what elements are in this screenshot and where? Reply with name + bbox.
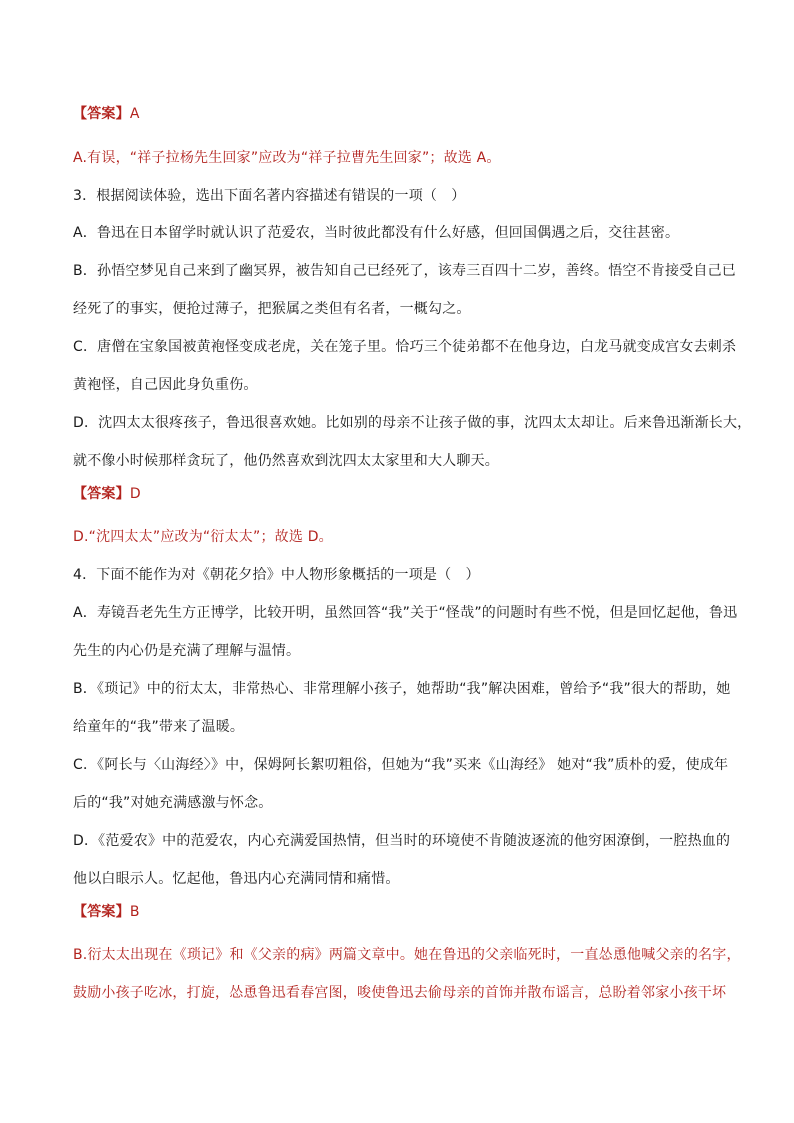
text-line: 鼓励小孩子吃冰，打旋，怂恿鲁迅看春宫图，唆使鲁迅去偷母亲的首饰并散布谣言，总盼着邻家小孩干坏 — [73, 985, 727, 1001]
answer-label: 【答案】 — [73, 106, 130, 122]
answer-option — [73, 822, 731, 898]
text-line: C．唐僧在宝象国被黄袍怪变成老虎，关在笼子里。恰巧三个徒弟都不在他身边，白龙马就变成宫女去刺杀 — [73, 339, 737, 355]
explanation — [73, 936, 741, 1012]
answer-value: D — [129, 486, 141, 502]
text-line: A．寿镜吾老先生方正博学，比较开明，虽然回答“我”关于“怪哉”的问题时有些不悦，但是回忆起他，鲁迅 — [73, 605, 738, 621]
text-line: A.有误，“祥子拉杨先生回家”应改为“祥子拉曹先生回家”；故选 A。 — [73, 150, 501, 166]
explanation — [73, 518, 725, 556]
answer-line — [73, 480, 725, 508]
answer-label: 【答案】 — [73, 904, 130, 920]
text-line: 先生的内心仍是充满了理解与温情。 — [73, 643, 301, 659]
text-line: 3．根据阅读体验，选出下面名著内容描述有错误的一项（ ） — [73, 188, 466, 204]
answer-label: 【答案】 — [73, 486, 130, 502]
text-line: 就不像小时候那样贪玩了，他仍然喜欢到沈四太太家里和大人聊天。 — [73, 453, 499, 469]
text-line: B．孙悟空梦见自己来到了幽冥界，被告知自己已经死了，该寿三百四十二岁，善终。悟空不肯接受自己已 — [73, 263, 737, 279]
text-line: D．沈四太太很疼孩子，鲁迅很喜欢她。比如别的母亲不让孩子做的事，沈四太太却让。后来鲁迅渐渐长大， — [73, 415, 752, 431]
text-line: 黄袍怪，自己因此身负重伤。 — [73, 377, 258, 393]
text-line: 经死了的事实，便抢过薄子，把猴属之类但有名者，一概勾之。 — [73, 301, 471, 317]
text-line: A．鲁迅在日本留学时就认识了范爱农，当时彼此都没有什么好感，但回国偶遇之后，交往甚密。 — [73, 225, 680, 241]
question-stem — [73, 556, 725, 594]
answer-option — [73, 404, 752, 480]
answer-option — [73, 594, 738, 670]
answer-option — [73, 214, 725, 252]
text-line: 他以白眼示人。忆起他，鲁迅内心充满同情和痛惜。 — [73, 871, 400, 887]
answer-option — [73, 328, 737, 404]
answer-value: A — [129, 106, 140, 122]
text-line: 后的“我”对她充满感激与怀念。 — [73, 795, 273, 811]
text-line: D．《范爱农》中的范爱农，内心充满爱国热情，但当时的环境使不肯随波逐流的他穷困潦倒，一腔热血的 — [73, 833, 731, 849]
answer-option — [73, 670, 731, 746]
answer-option — [73, 746, 729, 822]
text-line: C．《阿长与〈山海经〉》中，保姆阿长絮叨粗俗，但她为“我”买来《山海经》 她对“我”质朴的爱，使成年 — [73, 757, 729, 773]
text-line: B.衍太太出现在《琐记》和《父亲的病》两篇文章中。她在鲁迅的父亲临死时，一直怂恿他喊父亲的名字， — [73, 947, 741, 963]
question-stem — [73, 177, 725, 215]
answer-value: B — [129, 904, 140, 920]
explanation — [73, 139, 725, 177]
text-line: D.“沈四太太”应改为“衍太太”；故选 D。 — [73, 529, 333, 545]
answer-option — [73, 252, 737, 328]
answer-line — [73, 898, 725, 926]
text-line: 给童年的“我”带来了温暖。 — [73, 719, 245, 735]
answer-line — [73, 100, 725, 128]
text-line: 4．下面不能作为对《朝花夕拾》中人物形象概括的一项是（ ） — [73, 567, 480, 583]
text-line: B．《琐记》中的衍太太，非常热心、非常理解小孩子，她帮助“我”解决困难，曾给予“我”很大的帮助，她 — [73, 681, 731, 697]
